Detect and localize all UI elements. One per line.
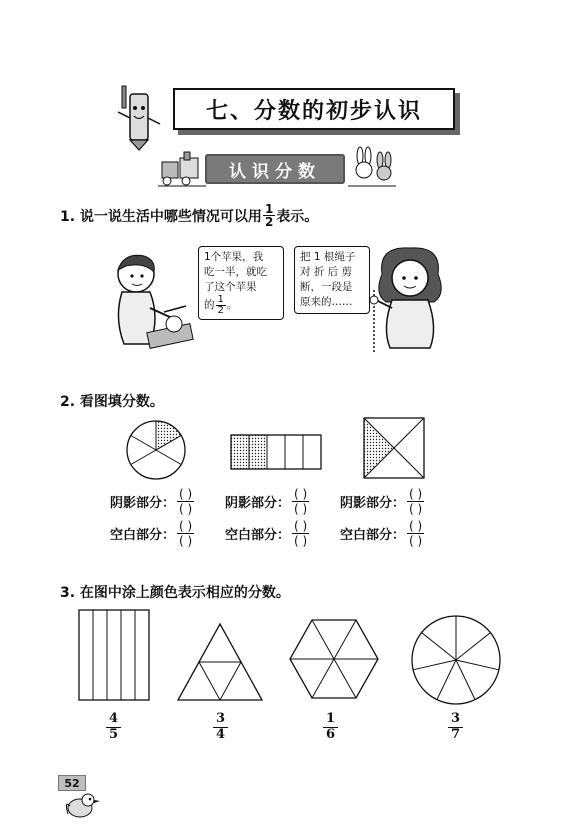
bubble-line-fraction: 的 $\frac{1}{2}$ 。 xyxy=(204,294,238,316)
page-number: 52 xyxy=(58,775,86,791)
bubble-line: 1个苹果，我 xyxy=(204,251,264,263)
question-1-suffix: 表示。 xyxy=(276,208,319,225)
q3-fraction-3-4: $\frac{3}{4}$ xyxy=(213,712,228,743)
question-2-title: 2. 看图填分数。 xyxy=(60,394,164,410)
q2-square-blank-answer: 空白部分： ( ) ( ) xyxy=(340,519,423,548)
fraction-blank[interactable]: ( ) ( ) xyxy=(409,487,423,516)
girl-with-rope-illustration xyxy=(360,244,460,356)
question-1-fraction: $\frac{1}{2}$ xyxy=(264,202,274,229)
chapter-title: 七、分数的初步认识 xyxy=(205,98,422,124)
toy-train-illustration xyxy=(158,150,206,188)
q3-fraction-1-6: $\frac{1}{6}$ xyxy=(323,712,338,743)
q2-circle-blank-answer: 空白部分： ( ) ( ) xyxy=(110,519,193,548)
bubble-line: 了这个苹果 xyxy=(204,281,257,293)
fraction-blank[interactable]: ( ) ( ) xyxy=(179,519,193,548)
fraction-blank[interactable]: ( ) ( ) xyxy=(179,487,193,516)
q2-rect-shaded-answer: 阴影部分： ( ) ( ) xyxy=(225,487,308,516)
bubble-line: 原来的…… xyxy=(300,296,353,308)
q2-square-shaded-answer: 阴影部分： ( ) ( ) xyxy=(340,487,423,516)
boy-cutting-apple-illustration xyxy=(104,248,204,356)
question-1-prefix: 1. 说一说生活中哪些情况可以用 xyxy=(60,208,262,225)
bubble-line: 把 1 根绳子 xyxy=(300,251,356,263)
q2-circle-figure xyxy=(124,418,188,482)
section-title: 认识分数 xyxy=(229,161,321,182)
q2-rectangle-figure xyxy=(230,434,322,470)
fraction-blank[interactable]: ( ) ( ) xyxy=(294,487,308,516)
pencil-mascot-illustration xyxy=(112,84,168,152)
speech-bubble-rope xyxy=(294,246,370,314)
q3-fraction-4-5: $\frac{4}{5}$ xyxy=(106,712,121,743)
bunny-toys-illustration xyxy=(348,146,396,188)
q3-circle-figure[interactable] xyxy=(410,614,502,706)
q3-rectangle-figure[interactable] xyxy=(78,609,150,701)
q3-fraction-3-7: $\frac{3}{7}$ xyxy=(448,712,463,743)
chapter-title-banner xyxy=(173,88,455,130)
q2-square-figure xyxy=(363,417,425,479)
q3-hexagon-figure[interactable] xyxy=(289,618,379,700)
bird-mascot-icon xyxy=(62,788,102,822)
question-1 xyxy=(60,203,318,228)
fraction-blank[interactable]: ( ) ( ) xyxy=(409,519,423,548)
section-title-banner xyxy=(205,154,345,184)
bubble-line: 对 折 后 剪 xyxy=(300,266,353,278)
speech-bubble-apple xyxy=(198,246,284,320)
q2-rect-blank-answer: 空白部分： ( ) ( ) xyxy=(225,519,308,548)
q2-circle-shaded-answer: 阴影部分： ( ) ( ) xyxy=(110,487,193,516)
q3-triangle-figure[interactable] xyxy=(176,622,264,702)
fraction-blank[interactable]: ( ) ( ) xyxy=(294,519,308,548)
bubble-fraction: $\frac{1}{2}$ xyxy=(217,294,224,316)
question-3-title: 3. 在图中涂上颜色表示相应的分数。 xyxy=(60,585,290,601)
bubble-line: 断，一段是 xyxy=(300,281,353,293)
bubble-line: 吃一半，就吃 xyxy=(204,266,267,278)
